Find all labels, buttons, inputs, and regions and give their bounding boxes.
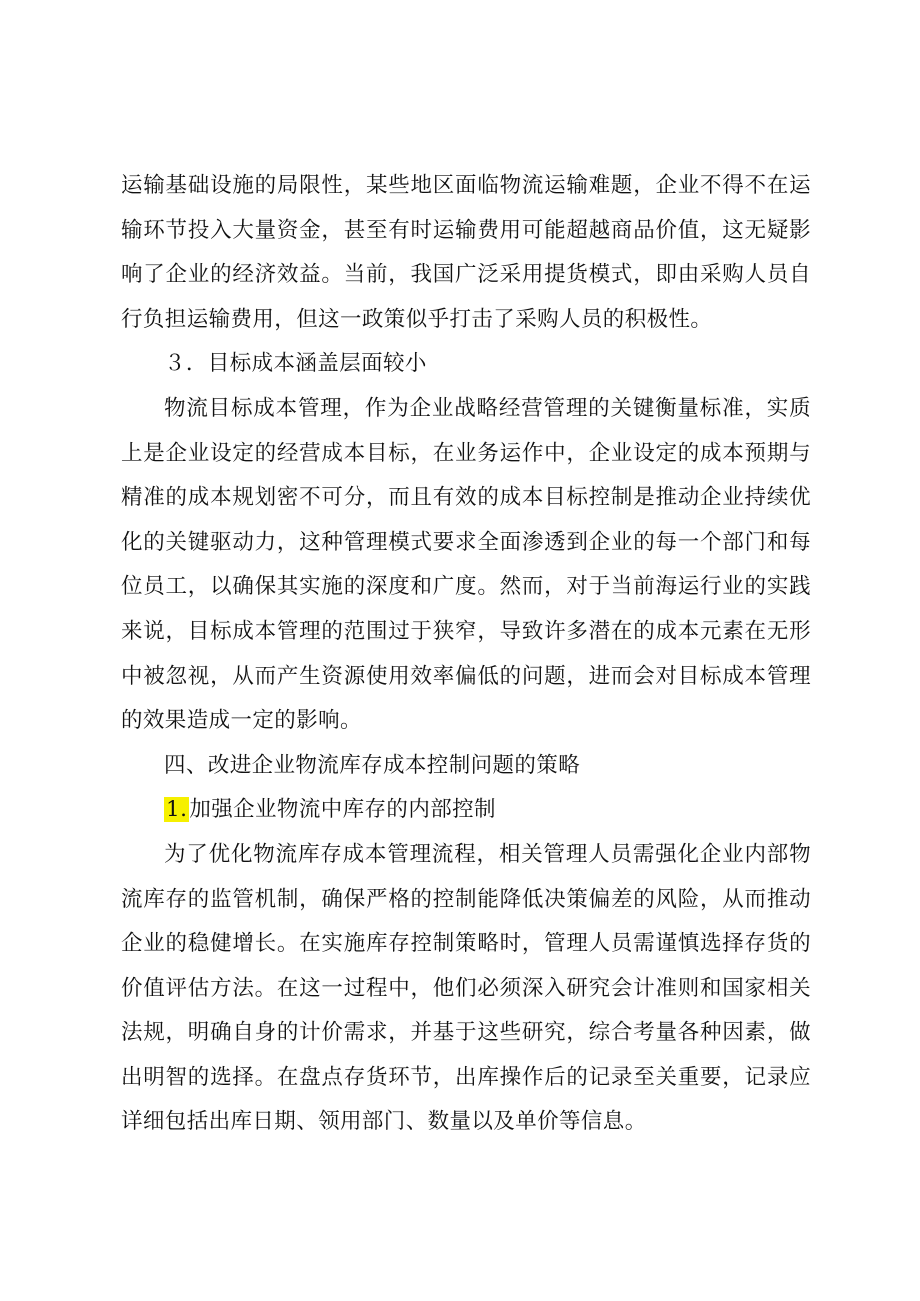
highlighted-number: 1.	[166, 797, 188, 823]
document-body	[121, 164, 811, 1145]
heading-target-cost: ３．目标成本涵盖层面较小	[164, 351, 427, 377]
paragraph-internal-control: 为了优化物流库存成本管理流程，相关管理人员需强化企业内部物流库存的监管机制，确保严格的控制能降低决策偏差的风险，从而推动企业的稳健增长。在实施库存控制策略时，管理人员需谨慎选择存货的价值评估方法。在这一过程中，他们必须深入研究会计准则和国家相关法规，明确自身的计价需求，并基于这些研究，综合考量各种因素，做出明智的选择。在盘点存货环节，出库操作后的记录至关重要，记录应详细包括出库日期、领用部门、数量以及单价等信息。	[121, 841, 811, 1135]
subheading-text: 加强企业物流中库存的内部控制	[189, 797, 496, 823]
paragraph-transport-cost: 运输基础设施的局限性，某些地区面临物流运输难题，企业不得不在运输环节投入大量资金，甚至有时运输费用可能超越商品价值，这无疑影响了企业的经济效益。当前，我国广泛采用提货模式，即由采购人员自行负担运输费用，但这一政策似乎打击了采购人员的积极性。	[121, 173, 811, 332]
paragraph-target-cost: 物流目标成本管理，作为企业战略经营管理的关键衡量标准，实质上是企业设定的经营成本目标，在业务运作中，企业设定的成本预期与精准的成本规划密不可分，而且有效的成本目标控制是推动企业持续优化的关键驱动力，这种管理模式要求全面渗透到企业的每一个部门和每位员工，以确保其实施的深度和广度。然而，对于当前海运行业的实践来说，目标成本管理的范围过于狭窄，导致许多潜在的成本元素在无形中被忽视，从而产生资源使用效率偏低的问题，进而会对目标成本管理的效果造成一定的影响。	[121, 395, 811, 734]
subheading-internal-control	[121, 788, 811, 833]
heading-section-four: 四、改进企业物流库存成本控制问题的策略	[164, 752, 581, 778]
